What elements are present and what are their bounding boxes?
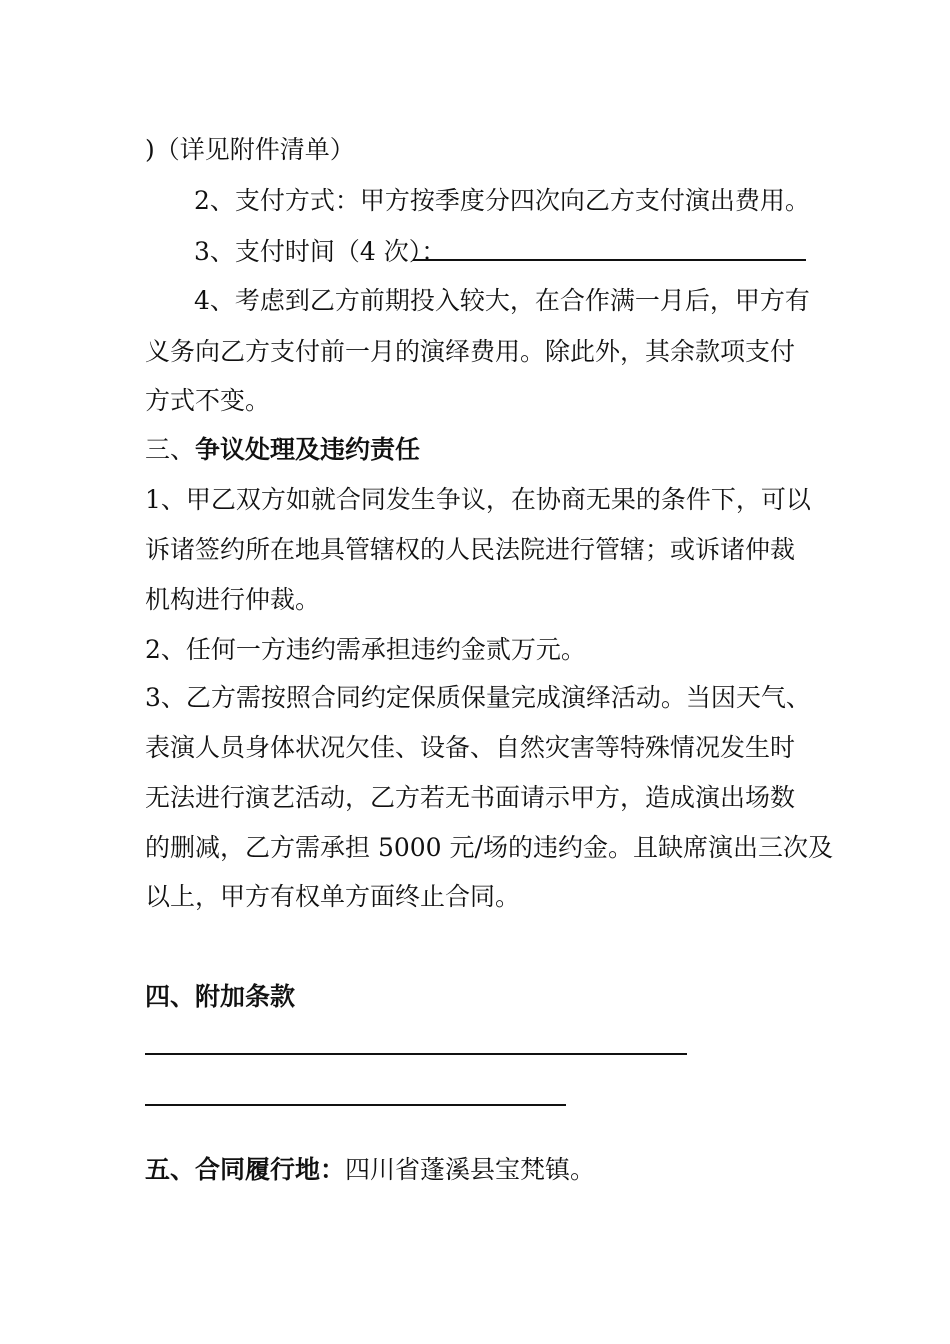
performance-clause-line-1: 3、乙方需按照合同约定保质保量完成演绎活动。当因天气、 — [145, 683, 811, 712]
section-5-heading — [145, 1155, 595, 1185]
performance-clause-line-4: 的删减，乙方需承担 5000 元/场的违约金。且缺席演出三次及 — [145, 833, 833, 862]
dispute-clause-line-2: 诉诸签约所在地具管辖权的人民法院进行管辖；或诉诸仲裁 — [145, 535, 796, 564]
section-4-heading: 四、附加条款 — [145, 982, 296, 1011]
performance-clause-line-3: 无法进行演艺活动，乙方若无书面请示甲方，造成演出场数 — [145, 783, 796, 812]
performance-clause-line-5: 以上，甲方有权单方面终止合同。 — [145, 882, 521, 911]
payment-time-clause: 3、支付时间（4 次）： — [194, 237, 447, 266]
dispute-clause-line-3: 机构进行仲裁。 — [145, 585, 321, 614]
payment-method-clause: 2、支付方式：甲方按季度分四次向乙方支付演出费用。 — [194, 186, 810, 215]
additional-terms-blank-line-1 — [145, 1053, 687, 1055]
penalty-clause: 2、任何一方违约需承担违约金贰万元。 — [145, 635, 586, 664]
performance-clause-line-2: 表演人员身体状况欠佳、设备、自然灾害等特殊情况发生时 — [145, 733, 796, 762]
additional-terms-blank-line-2 — [145, 1104, 566, 1106]
payment-time-blank-line — [413, 259, 806, 261]
section-3-title: 争议处理及违约责任 — [195, 435, 421, 464]
attachment-note: )（详见附件清单） — [145, 135, 355, 164]
dispute-clause-line-1: 1、甲乙双方如就合同发生争议，在协商无果的条件下，可以 — [145, 485, 811, 514]
clause-4-line-3: 方式不变。 — [145, 386, 271, 415]
clause-4-line-2: 义务向乙方支付前一月的演绎费用。除此外，其余款项支付 — [145, 337, 796, 366]
section-3-heading — [145, 435, 420, 465]
clause-4-line-1: 4、考虑到乙方前期投入较大，在合作满一月后，甲方有 — [194, 286, 810, 315]
section-3-number: 三、 — [145, 435, 196, 464]
performance-place-value: 四川省蓬溪县宝梵镇。 — [345, 1155, 596, 1184]
performance-place-label: 五、合同履行地： — [145, 1155, 346, 1184]
